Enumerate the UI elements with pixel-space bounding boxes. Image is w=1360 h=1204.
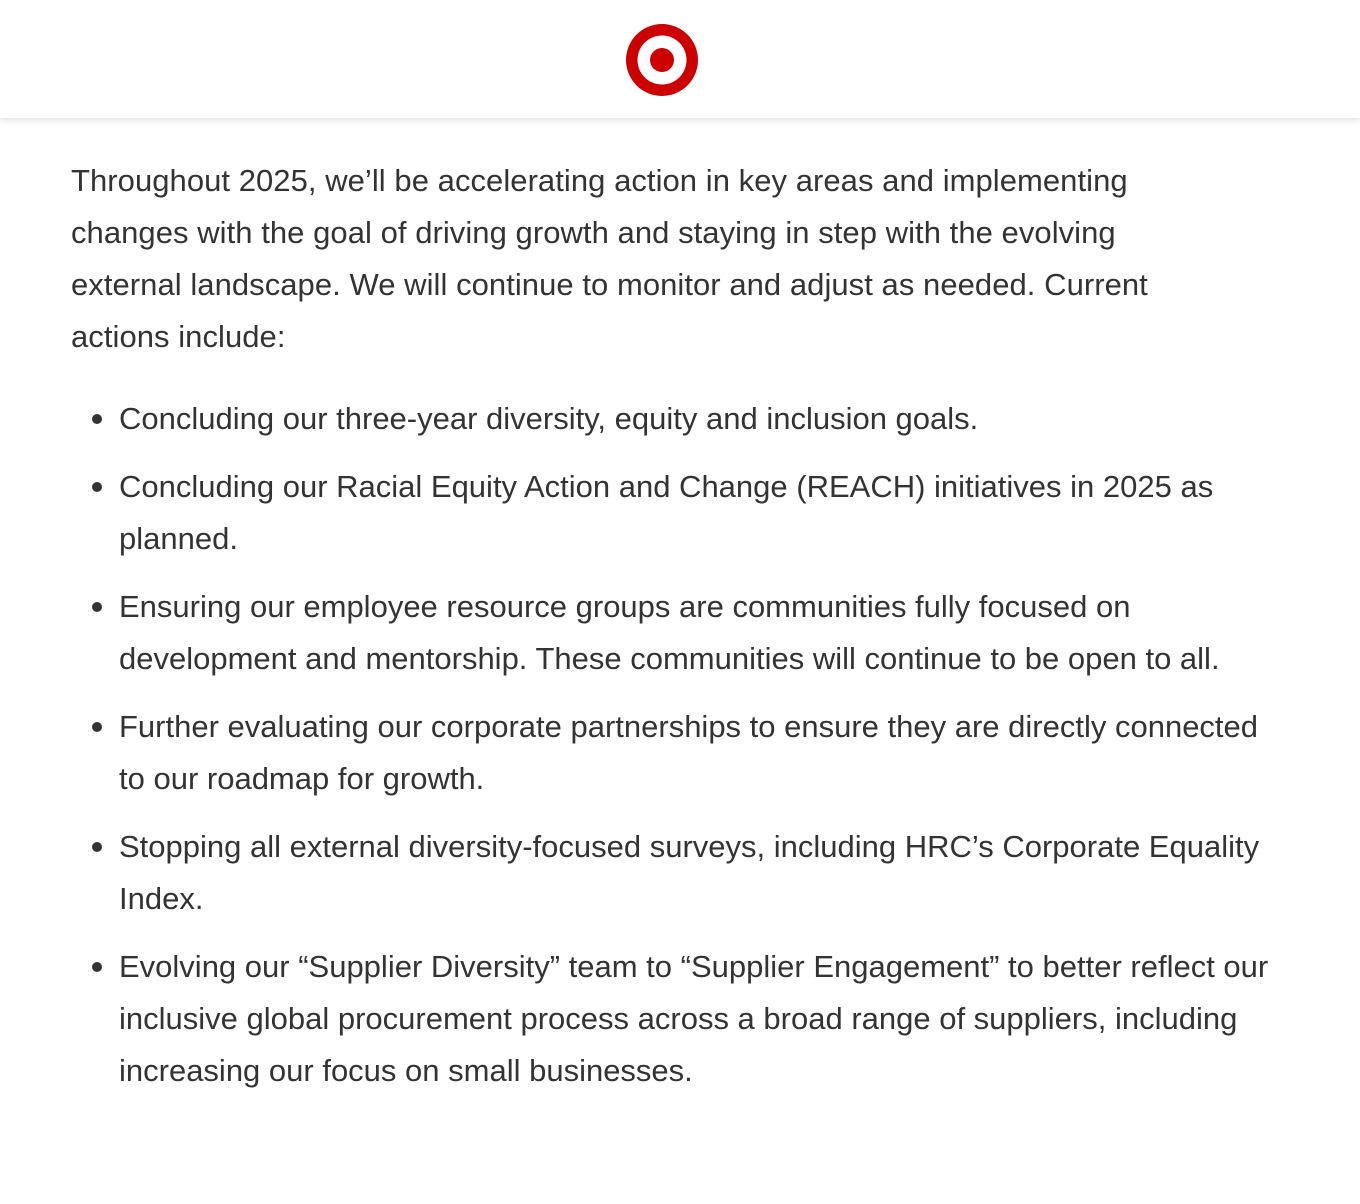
list-item <box>71 393 1269 445</box>
bullet-icon <box>92 722 102 732</box>
list-item-text: Stopping all external diversity-focused surveys, including HRC’s Corporate Equality Index. <box>119 829 1260 916</box>
list-item <box>71 581 1269 685</box>
list-item <box>71 821 1269 925</box>
bullet-icon <box>92 962 102 972</box>
list-item-text: Further evaluating our corporate partnerships to ensure they are directly connected to our roadmap for growth. <box>119 709 1259 796</box>
actions-list <box>71 393 1269 1097</box>
list-item-text: Ensuring our employee resource groups are communities fully focused on development and mentorship. These communities will continue to be open to all. <box>119 589 1220 676</box>
list-item <box>71 701 1269 805</box>
main-content <box>0 119 1269 1097</box>
list-item <box>71 461 1269 565</box>
intro-paragraph: Throughout 2025, we’ll be accelerating action in key areas and implementing changes with the goal of driving growth and staying in step with the evolving external landscape. We will continue to monitor and adjust as needed. Current actions include: <box>71 163 1148 354</box>
target-logo-icon[interactable] <box>625 23 699 97</box>
list-item-text: Evolving our “Supplier Diversity” team to “Supplier Engagement” to better reflect our inclusive global procurement process across a broad range of suppliers, including increasing our focus on small businesses. <box>119 949 1269 1088</box>
page-header <box>0 0 1360 119</box>
list-item-text: Concluding our three-year diversity, equity and inclusion goals. <box>119 401 979 436</box>
list-item <box>71 941 1269 1097</box>
bullet-icon <box>92 842 102 852</box>
list-item-text: Concluding our Racial Equity Action and Change (REACH) initiatives in 2025 as planned. <box>119 469 1214 556</box>
bullet-icon <box>92 602 102 612</box>
bullet-icon <box>92 414 102 424</box>
bullet-icon <box>92 482 102 492</box>
